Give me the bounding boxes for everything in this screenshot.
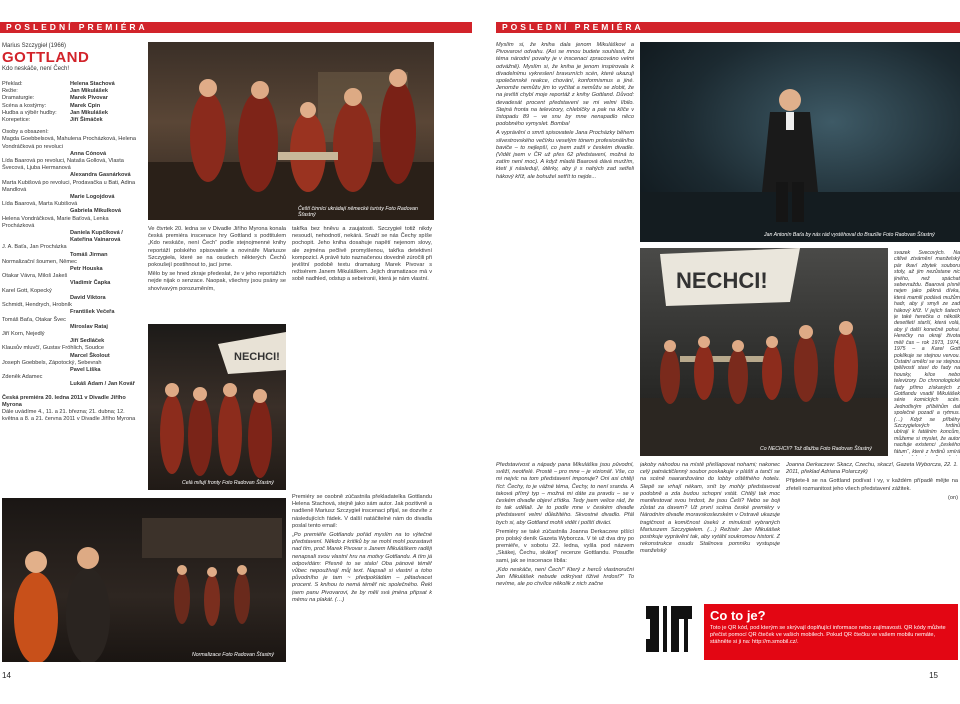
reception-paragraph-3: „Kdo neskáče, není Čech!“ Který z herců vlastnoruční Jan Mikulášek nebude odkrývat tíživé hrdost?“ To nevíme, ale po chvílce několik z nich začne (496, 566, 634, 588)
cast-roles: Marta Kubišová po revoluci, Prodavačka u Bati, Adina Mandlová (2, 179, 136, 193)
normalization-figures (2, 498, 286, 662)
credit-role: Hudba a výběr hudby: (2, 109, 57, 116)
cast-roles: Lída Baarová po revoluci, Nataša Gollová, Vlasta Švecová, Ljuba Hermanová (2, 158, 124, 172)
review-cont-paragraph: jakoby náhodou na místě přešlapovat nohami; nakonec celý patnáctičlenný soubor poskakuje v plášti a tančí se na scéně naaranžováno do lobby oštěthého hotelu. Slepě se vrhají nékam, snít by mohly představovat podobně a zda budou schopni vstát. Chtějí tak moc manifestovat svou hrdost, že jsou Češi? Nebo se boji zůstat za davem? Už první scéna české premiéry v Národním divadle moravskoslezském v Ostravě ukazuje tragičnost a komičnost úsekú z minulosti vybraných Mariuszem Szczygiełem. (…) Režisér Jan Mikulášek postrkuje vyprávění tak, aby vytáhl soukromou historii. Z rekonstrukce osudu Stalinova pomníku vystupuje manželský (640, 462, 780, 555)
credit-name: Marek Pivovar (70, 95, 108, 102)
cast-actor: Miroslav Rataj (70, 323, 108, 330)
cast-actor: Anna Cónová (70, 150, 107, 157)
review-paragraph: takřka bez hněvu a zaujatosti. Szczygieł totiž nikdy nesoudí, nehodnotí, nekárá. Snaží se nás Čechy spíše pochopit. Jeho kniha dosahuje napětí nejenom slovy, ale zejména pečlivě promyšlenou, takřka detektivní kompozicí. A právě tuto naznačenou dovedně zúročili při jevištní podobě textu dramaturg Marek Pivovar s režisérem Janem Mikuláškem. Jejich dramatizace má v sobě nadhled, odstup a sebeironii, která je nám vlastní. (292, 226, 432, 283)
caption-normalization: Normalizace Foto Radovan Šťastný (192, 652, 274, 658)
credits-list (2, 81, 142, 124)
right-page (480, 0, 960, 704)
credit-role: Dramaturgie: (2, 95, 35, 102)
signature: (on) (948, 494, 958, 501)
page-number-left: 14 (2, 671, 11, 680)
credit-name: Helena Stachová (70, 81, 115, 87)
credit-role: Korepetice: (2, 117, 31, 124)
play-title: GOTTLAND (2, 49, 90, 66)
qr-module (688, 648, 692, 652)
credit-name: Jan Mikulášek (70, 88, 108, 95)
caption-tourists: Čeští činníci ukrádají německé turisty Foto Radovan Šťastný (298, 206, 418, 218)
photo-nechci (640, 248, 888, 456)
cast-roles: Jiří Korn, Nejedlý (2, 330, 45, 337)
credit-row (2, 95, 142, 102)
cast-actor: František Večeřa (70, 309, 115, 316)
cast-roles: J. A. Baťa, Jan Procházka (2, 244, 67, 251)
cast-actor: Daniela Kupčíková / Kateřina Vainarová (70, 230, 123, 244)
cast-actor: Pavel Liška (70, 366, 101, 373)
quote-paragraph-2: A vyprávění o smrti spisovatele Jana Procházky během silvestrovského večírku veselým tónem profesionálního baviče – to nejlepší, co jsem zažil v českém divadle. (Vidět jsem v ČR už přes 62 představení, možná to zatím není moc). A když mladá Baarová dává muržím, ktetí ji následují, útěrky, aby ji s nahých zad setřeli hákový kříž, ale bohužel setřít to nejde... (496, 130, 634, 180)
author-line: Marius Szczygieł (1966) (2, 43, 67, 49)
closing-paragraph: Přijdete-li se na Gottland podívat i vy, v každém případě mějte na zřeteli rozmanitost jeho všech představení zážitek. (786, 478, 958, 492)
review-cont-column (640, 462, 780, 598)
cast-roles: Tomáš Baťa, Otakar Švec (2, 316, 66, 323)
premiere-dates: Dále uvádíme 4., 11. a 21. března; 21. dubna; 12. května a 8. a 21. června 2011 v Divadle Jiřího Myrona (2, 408, 136, 423)
cast-actor: Alexandra Gasnárková (70, 172, 131, 179)
cast-actor: Marcel Školout (70, 352, 110, 359)
credit-row (2, 117, 142, 124)
closing-column (786, 462, 958, 598)
premiere-title: Česká premiéra 20. ledna 2011 v Divadle Jiřího Myrona (2, 394, 126, 408)
cast-heading: Osoby a obsazení: (2, 129, 49, 136)
caption-bata: Jan Antonín Baťa by nás rád vystěhoval do Brazílie Foto Radovan Šťastný (764, 232, 935, 238)
cast-roles: Normalizační šoumen, Němec (2, 258, 77, 265)
bata-figure (640, 42, 960, 242)
cast-actor: Gabriela Mikulková (70, 208, 121, 215)
credit-role: Scéna a kostýmy: (2, 102, 47, 109)
polish-review-paragraph: svazek Švecových. Na citlivé ztvárnění manželský pár tkaví zbytek souboru stoly, až jim nezůstane nic jiného, než spáchat sebevraždu. Baarová písně nejen jako pěkná dívka, která mamili podává mužům hadr, aby ji smyli ze zad hákový kříž. V jejích šatech je také herečka o několik desetiletí starší, která volá, aby jí další konečně pohui. Herečky na okraji života měli čas – rok 1973, 1974, 1975 – a Karel Gott poklikuje se stejnou vervou. Ostatní umělci se se stejnou tpělivostí staví do řady na housky, kiíce nebo televizory. Do chronologické řady přímo získaných z Gottlandu vsadil Mikulášek série komických scén. Jednotlivým příběhům dal společné pozadí a rytmus. (…) Když se příběhy Szczygielových hrdinů ubírají k fatálním koncům, můžeme si myslet, že autor nacituje existenci „českého fátum“, které z hrdinů smírá (894, 250, 960, 455)
credit-name: Jan Mikulášek (70, 109, 108, 116)
credits-column (2, 42, 142, 504)
cast-actor: Jiří Sedláček (70, 338, 105, 345)
caption-queues: Celá milují fronty Foto Radovan Šťastný (182, 480, 274, 486)
review-column (292, 226, 432, 322)
photo-tourists (148, 42, 434, 220)
reception-paragraph-2: Premiéry se také zúčastnila Joanna Derkaczew píšící pro polský deník Gazeta Wyborcza. V té už dva dny po premiéře, v sobotu 22. ledna, vyšla pod názvem „Skákej, Čechu, skákej“ recenze Gottlandu. Posuďte sami, jak se inscenace líbila: (496, 528, 634, 564)
intro-paragraph-2: Mělo by se hned zkraje předeslat, že v jeho reportážích nejde nijak o senzace. Naopak, všechny jsou psány se shovívavým porozuměním, (148, 271, 286, 292)
cast-actor: Lukáš Adam / Jan Kovář (70, 381, 135, 388)
credit-name: Jiří Šimáček (70, 117, 103, 124)
quote-column (496, 42, 634, 242)
cast-roles: Schmidt, Hendrych, Hrobník (2, 302, 72, 309)
quote-paragraph: Myslím si, že kniha dala jenom Mikuláškovi a Pivovarovi odvahu. (Asi se mnou budete souhlasit, že téma národní povahy je v inscenaci zpracováno velmi odvážně). Myslím si, že kniha je jenom inspirovala k divadelnímu vykreslení bravurních scén, které ukazují společenské reakce, chování, konformismus a jiné. Jenomže nemůžu jim to vyčítat a nemůžu se zlobit, že na jevišti chybí moje reportáž z knihy Gottland. Důvod: devadesát procent představení se mi velmi líbilo. Stejná fronta na televizory, chlebíčky a pak na klíče v listopadu 89 – ve snu by mne nenapadlo něco podobného vymyslet. Bomba! (496, 42, 634, 128)
cast-roles: Magda Goebbelsová, Mahulena Procházková, Helena Vondráčková po revoluci (2, 136, 137, 150)
reception-column (496, 462, 634, 658)
polish-review-column (894, 250, 960, 456)
credit-row (2, 88, 142, 95)
photo-normalization (2, 498, 286, 662)
premiere-column (292, 494, 432, 660)
play-subtitle: Kdo neskáče, není Čech! (2, 66, 70, 72)
credit-name: Marek Cpin (70, 102, 101, 109)
queue-figures (148, 324, 286, 490)
premiere-paragraph: Premiéry se osobně zúčastnila překladatelka Gottlandu Helena Stachová, stejně jako sám autor. Jak pozitivně a nadšeně Mariusz Szczygieł inscenaci přijal, se dozvíte z následujících řádek. V další natáčitelné nám do divadla poslal tento email: (292, 494, 432, 529)
qr-info-box (704, 604, 958, 660)
qr-info-text: Toto je QR kód, pod kterým se skrývají doplňující informace nebo zajímavosti. QR kódy můžete přečíst pomocí QR čteček ve vašich mobilech. Pokud QR čtečku ve vašem mobilu nemáte, stáhněte si ji na: http://m.smobil.cz/. (710, 625, 946, 645)
credit-role: Režie: (2, 88, 18, 95)
credit-row (2, 103, 142, 110)
section-banner-left: POSLEDNÍ PREMIÉRA (0, 22, 472, 33)
stage-figures (148, 42, 434, 220)
photo-bata (640, 42, 960, 242)
cast-roles: Lída Baarová, Marta Kubišová (2, 201, 78, 208)
intro-paragraph: Ve čtvrtek 20. ledna se v Divadle Jiřího Myrona konala česká premiéra inscenace hry Gottland s podtitulem „Kdo neskáče, není Čech“ podle stejnojmenné knihy reportáží polského spisovatele a novináře Mariusze Szczygieła, které se na osudech některých Čechů pokoušejí postihnout to, jací jsme. (148, 226, 286, 269)
credit-role: Překlad: (2, 81, 23, 87)
reception-paragraph: Představivost a nápady pana Mikuláška jsou původní, svěží, neotřelé. Prostě – pro mne – je vizionář. Vše, co mi nejvíc na tom představení imponuje? Oni asi chtějí říct: Čechy, to je vážné téma, Čechy, to není sranda. A taková přímý typ – možná mi dáte za pravdu – se v českém divadle objeví zřídka. Tedy jsem velice rád, že to tak udělali. Je to podle mne v českém divadle představení velmi důležitého. Skvostné divadlo. Přál bych si, aby Gottland mohli vidět i polští diváci. (496, 462, 634, 526)
intro-column (148, 226, 286, 322)
svg-text:NECHCI!: NECHCI! (234, 351, 280, 363)
cast-list (2, 136, 142, 388)
cast-roles: Helena Vondráčková, Marie Baťová, Lenka Procházková (2, 215, 109, 229)
cast-roles: Karel Gott, Kopecký (2, 287, 52, 294)
cast-actor: Petr Houska (70, 266, 103, 273)
cast-actor: Vladimír Čapka (70, 280, 111, 287)
caption-nechci: Co NECHCI!? Tož dlažba Foto Radovan Šťastný (760, 446, 872, 452)
cast-actor: Tomáš Jirman (70, 251, 108, 258)
polish-review-source: Joanna Derkaczew: Skacz, Czechu, skacz!, Gazeta Wyborcza, 22. 1. 2011, překlad Adriana Polarczyk) (786, 462, 958, 476)
cast-roles: Klausův mluvčí, Gustav Fröhlich, Soudce (2, 345, 104, 352)
qr-code-pattern[interactable] (644, 604, 694, 654)
cast-roles: Otakar Vávra, Miloš Jakeš (2, 273, 68, 280)
cast-actor: Marie Logojdová (70, 194, 115, 201)
credit-row (2, 81, 142, 88)
qr-code[interactable] (644, 604, 700, 660)
svg-text:NECHCI!: NECHCI! (676, 268, 768, 293)
page-number-right: 15 (929, 671, 938, 680)
cast-roles: Zdeněk Adamec (2, 374, 43, 381)
section-banner-right: POSLEDNÍ PREMIÉRA (496, 22, 960, 33)
credit-row (2, 110, 142, 117)
photo-queues (148, 324, 286, 490)
cast-actor: David Viktora (70, 294, 106, 301)
nechci-figures (640, 248, 888, 456)
qr-info-heading: Co to je? (710, 608, 766, 623)
cast-roles: Joseph Goebbels, Zápotocký, Sebevrah (2, 359, 102, 366)
author-quote: „Po premiéře Gottlandu pořád myslím na to výtečné představení. Někdo z kritiků by se mohl mohl pozastavit nad tím, proč Marek Pivovar s Janem Mikuláškem raději nenapsali svou vlastní hru na motivy Gottlandu. A tím já odpovídám: Přesně to se stalo! Oba pánové téměř vůbec nepoužívají můj text. Napsali si vlastní a toho původního je tam ~ předpokládám – pětadvacet procent. S knihou to nemá téměř nic společného. Řekl jsem panu Pivovarovi, že by měli svá jména připsat k mému na plakát. (…) (292, 532, 432, 603)
